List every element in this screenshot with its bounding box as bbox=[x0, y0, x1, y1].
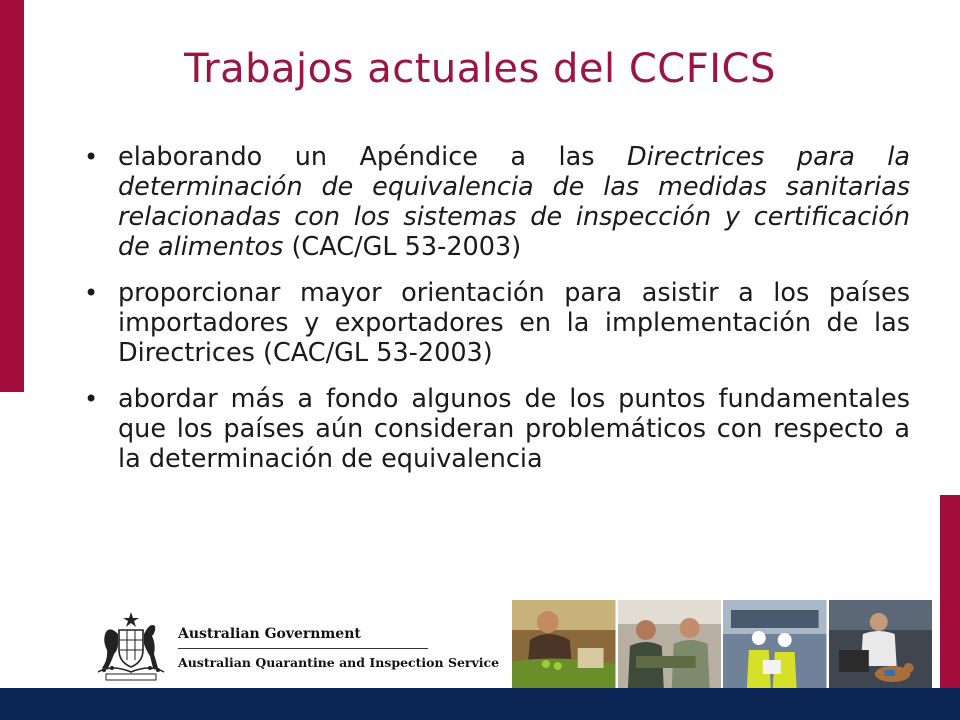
bullet-list bbox=[84, 142, 910, 490]
coat-of-arms-icon bbox=[92, 610, 170, 682]
bullet-text-suffix: (CAC/GL 53-2003) bbox=[283, 232, 522, 262]
bottom-footer-bar bbox=[0, 688, 960, 720]
logo-divider bbox=[178, 648, 428, 649]
bullet-icon: • bbox=[84, 143, 99, 171]
bullet-icon: • bbox=[84, 279, 99, 307]
government-name: Australian Government bbox=[178, 626, 361, 642]
bullet-text: abordar más a fondo algunos de los puntos fundamentales que los países aún consideran problemáticos con respecto a la determinación de equivalencia bbox=[118, 384, 910, 474]
detector-dog-photo bbox=[829, 600, 933, 688]
bullet-text: elaborando un Apéndice a las bbox=[118, 142, 627, 172]
port-inspectors-photo bbox=[723, 600, 827, 688]
government-logo bbox=[92, 610, 500, 682]
inspector-fruit-photo bbox=[512, 600, 616, 688]
grain-inspection-photo bbox=[618, 600, 722, 688]
bullet-item bbox=[84, 384, 910, 474]
slide-title: Trabajos actuales del CCFICS bbox=[184, 46, 776, 92]
bullet-item bbox=[84, 142, 910, 262]
bullet-icon: • bbox=[84, 385, 99, 413]
bullet-text: proporcionar mayor orientación para asistir a los países importadores y exportadores en la implementación de las Directrices (CAC/GL 53-2003) bbox=[118, 278, 910, 368]
service-name: Australian Quarantine and Inspection Service bbox=[178, 655, 500, 670]
right-accent-bar bbox=[940, 495, 960, 690]
photo-strip bbox=[512, 600, 932, 688]
guideline-title: Directrices para la determinación de equivalencia de las medidas sanitarias relacionadas con los sistemas de inspección y certificación de alimentos bbox=[118, 142, 910, 262]
bullet-item bbox=[84, 278, 910, 368]
